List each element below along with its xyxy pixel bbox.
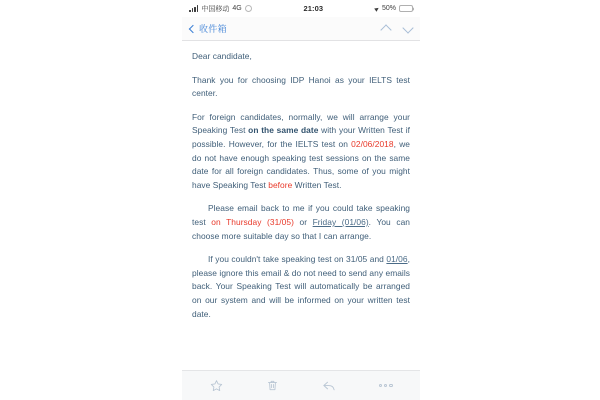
emailback-text-3: . You can choose more suitable day so that I can arrange. [192,216,410,241]
delete-message-button[interactable] [258,375,288,397]
chevron-down-icon[interactable] [402,22,413,33]
reply-arrow-icon [322,379,336,393]
back-to-inbox-button[interactable] [190,22,227,35]
email-greeting: Dear candidate, [192,51,252,61]
battery-percent-label: 50% [382,5,397,12]
status-bar-right [323,5,413,12]
more-options-button[interactable] [371,375,401,397]
email-action-toolbar [182,370,420,400]
chevron-left-icon [189,24,197,32]
carrier-label: 中国移动 [201,5,230,13]
email-body[interactable] [182,41,420,370]
date-link-0106[interactable]: 01/06 [386,254,408,265]
date-link-friday[interactable]: Friday (01/06) [312,216,369,227]
signal-bars-icon [189,5,198,12]
email-paragraph-email-back [192,202,410,243]
trash-icon [266,379,279,392]
star-icon [210,379,223,392]
emailback-text-2: or [293,216,313,227]
arrange-text-2: with your Written Test if possible. However, for the IELTS test on [192,125,411,149]
ignore-text-1: If you couldn't take speaking test on 31/05 and [208,254,387,265]
back-to-inbox-label: 收件箱 [199,24,227,34]
flag-message-button[interactable] [201,375,231,397]
emailback-highlight-thursday: on Thursday (31/05) [211,216,294,227]
status-bar [182,0,420,17]
battery-icon [399,5,413,12]
phone-screenshot [182,0,420,400]
arrange-bold-same-date: on the same date [248,125,319,136]
arrange-highlight-test-date: 02/06/2018 [351,138,394,149]
arrange-highlight-before: before [268,179,293,190]
clock-label: 21:03 [303,4,324,13]
reply-message-button[interactable] [314,375,344,397]
arrange-text-3: , we do not have enough speaking test sessions on the same date for all foreign candidates. Thus, some of you might have Speaking Test [192,138,411,190]
location-arrow-icon [374,6,380,12]
chevron-up-icon[interactable] [380,24,391,35]
email-paragraph-ignore [192,253,410,321]
arrange-text-1: For foreign candidates, normally, we will arrange your Speaking Test [192,111,410,136]
navigation-bar [182,17,420,41]
network-type-label: 4G [232,5,242,12]
arrange-text-4: Written Test. [292,179,342,190]
wifi-icon [245,5,252,12]
more-dots-icon [379,384,393,387]
email-paragraph-arrangement [192,111,410,193]
status-bar-left [189,4,304,14]
ignore-text-2: , please ignore this email & do not need to send any emails back. Your Speaking Test will automatically be arranged on our system and will be informed on your written test date. [192,254,410,319]
emailback-text-1: Please email back to me if you could take speaking test [192,203,410,227]
email-paragraph-thanks: Thank you for choosing IDP Hanoi as your IELTS test center. [192,74,410,99]
message-navigation-arrows [382,24,412,34]
